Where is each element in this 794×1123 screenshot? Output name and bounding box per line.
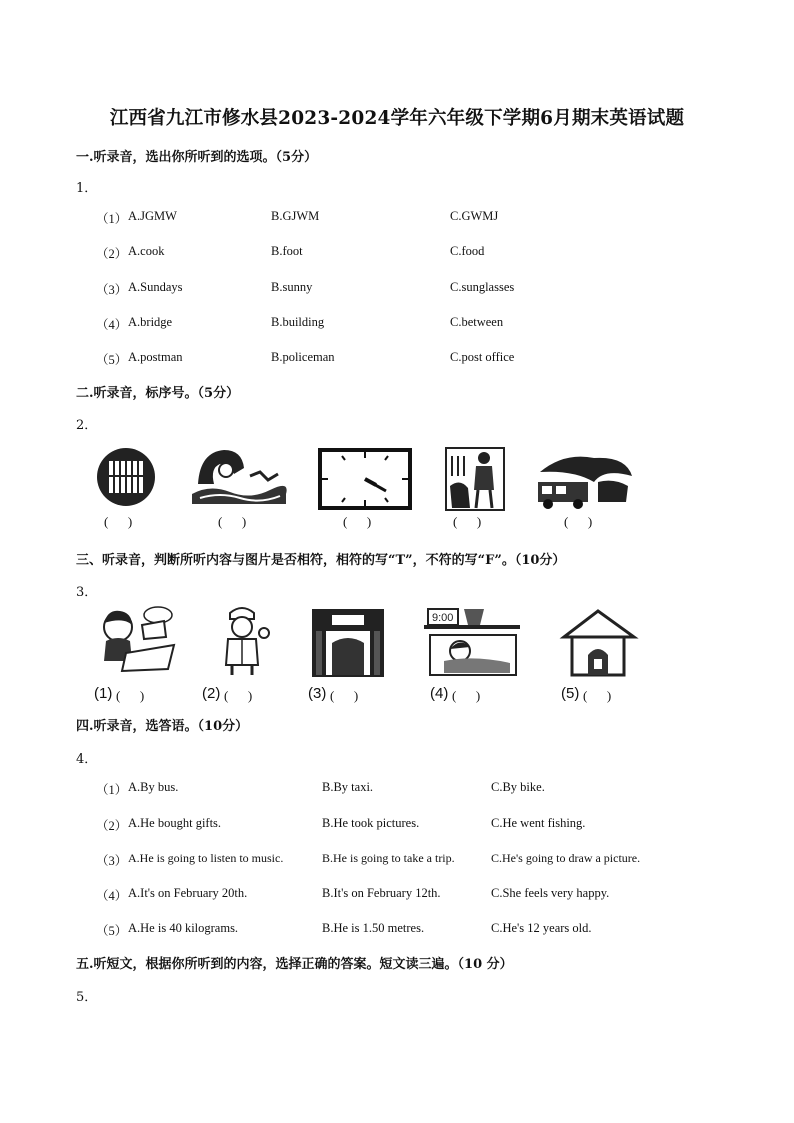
q1-option-row bbox=[0, 244, 794, 262]
option-b[interactable]: B.building bbox=[271, 315, 325, 329]
q4-option-row bbox=[0, 780, 794, 798]
option-a[interactable]: A.bridge bbox=[128, 315, 173, 329]
q4-option-row bbox=[0, 886, 794, 904]
option-number: （4） bbox=[96, 889, 128, 903]
answer-blank[interactable]: ( ) bbox=[452, 688, 481, 703]
section-2-heading: 二.听录音，标序号。（5分） bbox=[76, 386, 240, 401]
option-number: （2） bbox=[96, 247, 128, 261]
q4-option-row bbox=[0, 851, 794, 869]
q1-option-row bbox=[0, 280, 794, 298]
option-a[interactable]: A.By bus. bbox=[128, 780, 179, 794]
option-number: （3） bbox=[96, 283, 128, 297]
shopping-picture bbox=[444, 446, 506, 512]
swimming-picture bbox=[190, 444, 288, 508]
boy-writing-picture bbox=[96, 605, 178, 675]
option-c[interactable]: C.sunglasses bbox=[450, 280, 515, 294]
option-number: （1） bbox=[96, 783, 128, 797]
page-title: 江西省九江市修水县2023-2024学年六年级下学期6月期末英语试题 bbox=[109, 108, 685, 129]
option-number: （2） bbox=[96, 819, 128, 833]
question-3-number: 3． bbox=[76, 585, 98, 600]
section-3-heading: 三、听录音，判断所听内容与图片是否相符，相符的写“T”，不符的写“F”。（10分） bbox=[76, 553, 566, 568]
q1-option-row bbox=[0, 350, 794, 368]
q1-option-row bbox=[0, 315, 794, 333]
option-b[interactable]: B.policeman bbox=[271, 350, 335, 364]
option-a[interactable]: A.He is 40 kilograms. bbox=[128, 921, 239, 935]
option-a[interactable]: A.cook bbox=[128, 244, 165, 258]
option-b[interactable]: B.GJWM bbox=[271, 209, 320, 223]
q3-picture-row bbox=[0, 603, 794, 708]
answer-blank[interactable]: ( ) bbox=[224, 688, 253, 703]
q1-option-row bbox=[0, 209, 794, 227]
option-a[interactable]: A.Sundays bbox=[128, 280, 183, 294]
q4-option-row bbox=[0, 921, 794, 939]
picture-label: (5) bbox=[561, 685, 580, 702]
house-picture bbox=[558, 607, 640, 679]
option-number: （5） bbox=[96, 353, 128, 367]
q2-picture-row bbox=[0, 442, 794, 532]
answer-blank[interactable]: ( ) bbox=[343, 514, 372, 529]
option-a[interactable]: A.It's on February 20th. bbox=[128, 886, 248, 900]
option-b[interactable]: B.By taxi. bbox=[322, 780, 374, 794]
option-a[interactable]: A.He bought gifts. bbox=[128, 816, 222, 830]
answer-blank[interactable]: ( ) bbox=[330, 688, 359, 703]
sleeping-boy-picture bbox=[424, 605, 520, 681]
picture-label: (1) bbox=[94, 685, 113, 702]
option-c[interactable]: C.She feels very happy. bbox=[491, 886, 610, 900]
answer-blank[interactable]: ( ) bbox=[453, 514, 482, 529]
option-a[interactable]: A.He is going to listen to music. bbox=[128, 851, 284, 865]
option-c[interactable]: C.He went fishing. bbox=[491, 816, 586, 830]
option-c[interactable]: C.GWMJ bbox=[450, 209, 499, 223]
answer-blank[interactable]: ( ) bbox=[116, 688, 145, 703]
option-number: （3） bbox=[96, 854, 128, 868]
option-a[interactable]: A.postman bbox=[128, 350, 183, 364]
answer-blank[interactable]: ( ) bbox=[218, 514, 247, 529]
option-b[interactable]: B.It's on February 12th. bbox=[322, 886, 441, 900]
alarm-clock-time: 9:00 bbox=[432, 612, 454, 624]
section-1-heading: 一.听录音，选出你所听到的选项。（5分） bbox=[76, 150, 318, 165]
clock-picture bbox=[318, 448, 412, 510]
picture-label: (4) bbox=[430, 685, 449, 702]
section-4-heading: 四.听录音，选答语。（10分） bbox=[76, 719, 249, 734]
q4-option-row bbox=[0, 816, 794, 834]
option-c[interactable]: C.He's 12 years old. bbox=[491, 921, 592, 935]
section-5-heading: 五.听短文，根据你所听到的内容，选择正确的答案。短文读三遍。（10 分） bbox=[76, 957, 513, 972]
option-b[interactable]: B.He is going to take a trip. bbox=[322, 851, 455, 865]
option-c[interactable]: C.He's going to draw a picture. bbox=[491, 851, 641, 865]
cinema-building-picture bbox=[310, 607, 386, 679]
option-b[interactable]: B.sunny bbox=[271, 280, 313, 294]
option-b[interactable]: B.foot bbox=[271, 244, 303, 258]
option-c[interactable]: C.post office bbox=[450, 350, 515, 364]
doctor-picture bbox=[212, 603, 272, 677]
option-c[interactable]: C.between bbox=[450, 315, 504, 329]
option-c[interactable]: C.food bbox=[450, 244, 485, 258]
option-number: （1） bbox=[96, 212, 128, 226]
option-b[interactable]: B.He took pictures. bbox=[322, 816, 420, 830]
option-a[interactable]: A.JGMW bbox=[128, 209, 177, 223]
picture-label: (3) bbox=[308, 685, 327, 702]
question-1-number: 1． bbox=[76, 181, 98, 196]
question-4-number: 4． bbox=[76, 752, 98, 767]
option-number: （4） bbox=[96, 318, 128, 332]
answer-blank[interactable]: ( ) bbox=[104, 514, 133, 529]
picture-label: (2) bbox=[202, 685, 221, 702]
question-2-number: 2． bbox=[76, 418, 98, 433]
question-5-number: 5． bbox=[76, 990, 98, 1005]
answer-blank[interactable]: ( ) bbox=[583, 688, 612, 703]
answer-blank[interactable]: ( ) bbox=[564, 514, 593, 529]
option-c[interactable]: C.By bike. bbox=[491, 780, 545, 794]
option-number: （5） bbox=[96, 924, 128, 938]
option-b[interactable]: B.He is 1.50 metres. bbox=[322, 921, 425, 935]
bus-picture bbox=[534, 452, 636, 510]
abacus-picture bbox=[92, 446, 160, 508]
